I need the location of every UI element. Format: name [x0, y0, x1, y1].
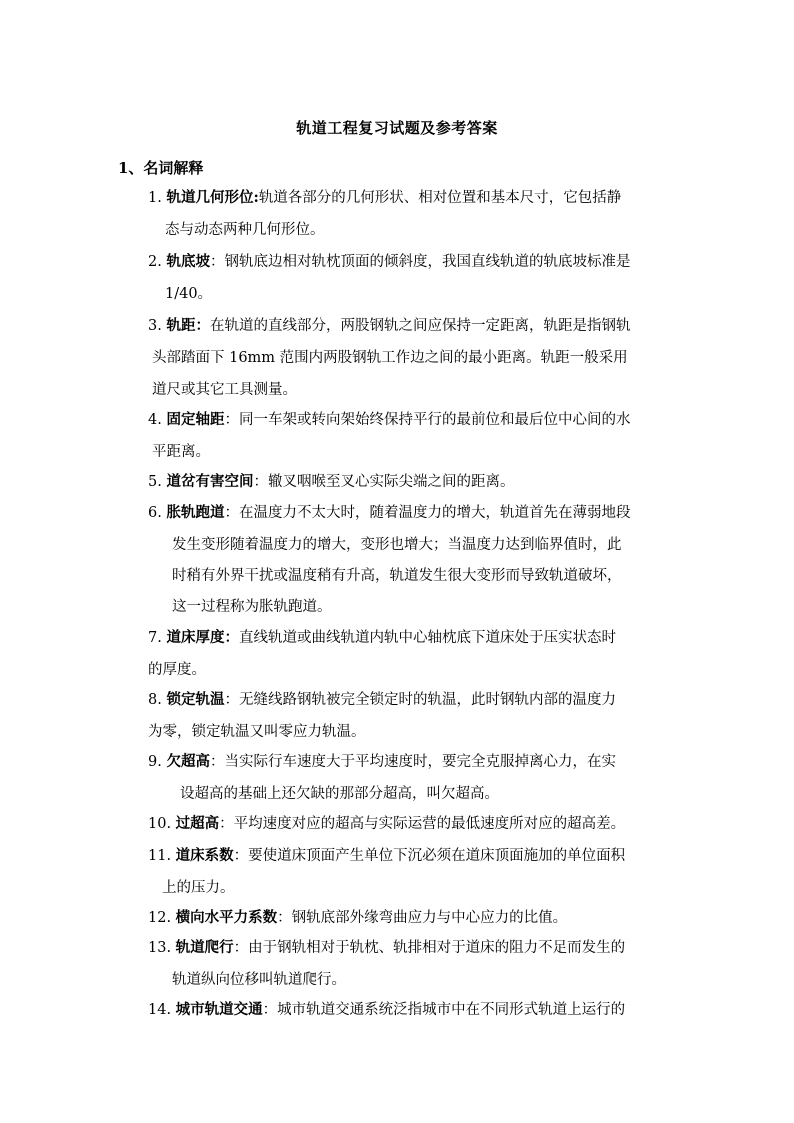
item-number: 14.	[148, 1002, 176, 1018]
item-number: 2.	[148, 254, 167, 270]
definition-item	[148, 410, 630, 430]
item-term: 道岔有害空间	[166, 473, 254, 490]
item-text: 轨道纵向位移叫轨道爬行。	[172, 972, 346, 988]
definition-item	[148, 1000, 625, 1020]
definition-item	[148, 472, 514, 492]
item-number: 4.	[148, 412, 167, 428]
definition-item	[148, 252, 630, 272]
page-title: 轨道工程复习试题及参考答案	[296, 119, 498, 137]
item-text: ：当实际行车速度大于平均速度时，要完全克服掉离心力，在实	[209, 754, 616, 770]
item-text: ：无缝线路钢轨被完全锁定时的轨温，此时钢轨内部的温度力	[224, 692, 616, 708]
definition-continuation	[148, 660, 206, 680]
definition-continuation	[172, 970, 346, 990]
definition-continuation	[152, 348, 628, 368]
item-text: ：同一车架或转向架始终保持平行的最前位和最后位中心间的水	[224, 412, 631, 428]
item-text: 1/40。	[165, 286, 213, 302]
item-number: 12.	[148, 910, 176, 926]
definition-item	[148, 503, 630, 523]
item-text: 的厚度。	[148, 662, 206, 678]
item-number: 10.	[148, 816, 176, 832]
item-term: 轨底坡	[166, 253, 210, 270]
item-text: 上的压力。	[162, 880, 235, 896]
item-number: 7.	[148, 630, 167, 646]
item-text: 直线轨道或曲线轨道内轨中心轴枕底下道床处于压实状态时	[238, 630, 616, 646]
definition-continuation	[172, 597, 332, 617]
item-text: 这一过程称为胀轨跑道。	[172, 599, 332, 615]
definition-continuation	[180, 784, 499, 804]
item-term: 欠超高	[166, 753, 210, 770]
definition-item	[148, 938, 625, 958]
definition-continuation	[148, 722, 366, 742]
definition-item	[148, 814, 625, 834]
item-number: 6.	[148, 505, 167, 521]
section-heading: 1、名词解释	[118, 159, 204, 177]
item-text: ：在温度力不太大时，随着温度力的增大，轨道首先在薄弱地段	[224, 505, 631, 521]
item-number: 3.	[148, 318, 167, 334]
item-term: 城市轨道交通	[175, 1001, 263, 1018]
definition-item	[148, 690, 616, 710]
definition-continuation	[162, 878, 235, 898]
item-term: 道床系数	[175, 847, 234, 864]
definition-continuation	[152, 380, 297, 400]
item-text: ：平均速度对应的超高与实际运营的最低速度所对应的超高差。	[219, 816, 626, 832]
item-text: ：钢轨底边相对轨枕顶面的倾斜度，我国直线轨道的轨底坡标准是	[209, 254, 631, 270]
definition-item	[148, 628, 616, 648]
definition-item	[148, 908, 567, 928]
definition-continuation	[165, 220, 325, 240]
item-number: 5.	[148, 474, 167, 490]
item-number: 1.	[148, 190, 167, 206]
item-term: 轨道爬行	[175, 939, 234, 956]
item-text: ：由于钢轨相对于轨枕、轨排相对于道床的阻力不足而发生的	[233, 940, 626, 956]
item-text: 平距离。	[152, 444, 210, 460]
definition-continuation	[165, 284, 212, 304]
item-term: 固定轴距	[166, 411, 225, 428]
item-text: 设超高的基础上还欠缺的那部分超高，叫欠超高。	[180, 786, 499, 802]
item-text: 发生变形随着温度力的增大，变形也增大；当温度力达到临界值时，此	[172, 537, 622, 553]
item-number: 11.	[148, 848, 176, 864]
item-term: 轨道几何形位:	[166, 189, 259, 206]
item-term: 横向水平力系数	[175, 909, 278, 926]
definition-item	[148, 846, 625, 866]
item-text: ：钢轨底部外缘弯曲应力与中心应力的比值。	[277, 910, 568, 926]
definition-continuation	[152, 442, 210, 462]
definition-item	[148, 188, 621, 208]
item-text: 时稍有外界干扰或温度稍有升高，轨道发生很大变形而导致轨道破坏，	[172, 568, 622, 584]
item-text: ：城市轨道交通系统泛指城市中在不同形式轨道上运行的	[262, 1002, 626, 1018]
item-term: 道床厚度：	[166, 629, 239, 646]
item-text: 在轨道的直线部分，两股钢轨之间应保持一定距离，轨距是指钢轨	[209, 318, 631, 334]
definition-item	[148, 316, 630, 336]
item-number: 13.	[148, 940, 176, 956]
item-text: ：要使道床顶面产生单位下沉必须在道床顶面施加的单位面积	[233, 848, 626, 864]
item-term: 胀轨跑道	[166, 504, 225, 521]
item-text: ：辙叉咽喉至叉心实际尖端之间的距离。	[253, 474, 515, 490]
definition-continuation	[172, 535, 622, 555]
item-number: 8.	[148, 692, 167, 708]
item-term: 锁定轨温	[166, 691, 225, 708]
item-term: 过超高	[175, 815, 220, 832]
item-text: 态与动态两种几何形位。	[165, 222, 325, 238]
item-text: 轨道各部分的几何形状、相对位置和基本尺寸，它包括静	[258, 190, 622, 206]
item-text: 道尺或其它工具测量。	[152, 382, 297, 398]
definition-continuation	[172, 566, 622, 586]
item-number: 9.	[148, 754, 167, 770]
item-term: 轨距：	[166, 317, 210, 334]
item-text: 为零，锁定轨温又叫零应力轨温。	[148, 724, 366, 740]
item-text: 头部踏面下 16mm 范围内两股钢轨工作边之间的最小距离。轨距一般采用	[152, 350, 628, 366]
definition-item	[148, 752, 616, 772]
